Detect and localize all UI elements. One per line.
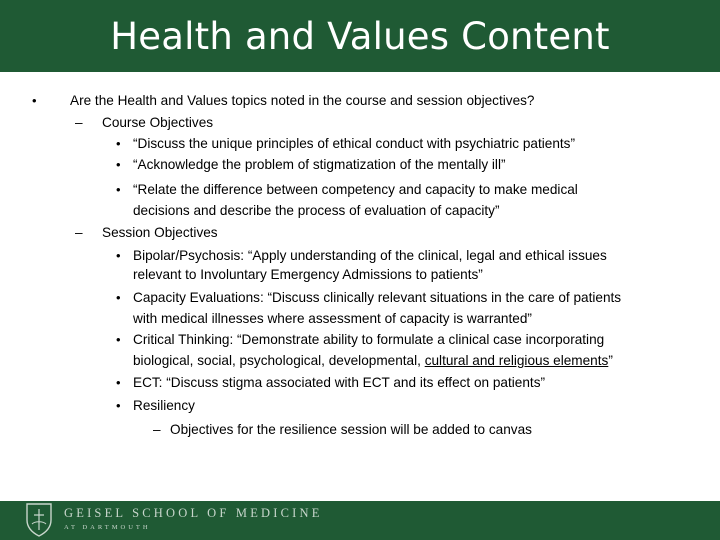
session-objective-continuation (133, 351, 613, 371)
continuation-text: biological, social, psychological, developmental, (133, 353, 425, 368)
underlined-phrase: cultural and religious elements (424, 353, 609, 368)
course-objective-item: “Acknowledge the problem of stigmatization of the mentally ill” (133, 157, 506, 172)
question-text: Are the Health and Values topics noted in the course and session objectives? (70, 93, 535, 108)
closing-quote: ” (608, 353, 613, 368)
session-objective-item: ECT: “Discuss stigma associated with ECT and its effect on patients” (133, 375, 546, 390)
bullet-marker: • (116, 290, 121, 305)
bullet-marker: • (116, 375, 121, 390)
school-name: GEISEL SCHOOL OF MEDICINE (64, 506, 323, 520)
session-objective-item: Critical Thinking: “Demonstrate ability to formulate a clinical case incorporating (133, 332, 605, 347)
session-objective-continuation: with medical illnesses where assessment of capacity is warranted” (133, 311, 532, 326)
school-subtitle: AT DARTMOUTH (64, 524, 151, 531)
bullet-marker: • (116, 182, 121, 197)
course-objective-item-continuation: decisions and describe the process of evaluation of capacity” (133, 203, 500, 218)
dash-marker: – (75, 225, 83, 240)
session-objective-item: Capacity Evaluations: “Discuss clinically relevant situations in the care of patients (133, 290, 622, 305)
bullet-marker: • (116, 136, 121, 151)
bullet-marker: • (32, 93, 37, 108)
session-objective-item: Resiliency (133, 398, 195, 413)
session-objective-continuation: relevant to Involuntary Emergency Admissions to patients” (133, 267, 483, 282)
footer-bar (0, 501, 720, 540)
session-objective-item: Bipolar/Psychosis: “Apply understanding of the clinical, legal and ethical issues (133, 248, 607, 263)
bullet-marker: • (116, 332, 121, 347)
bullet-marker: • (116, 398, 121, 413)
dash-marker: – (153, 422, 161, 437)
course-objective-item: “Relate the difference between competency and capacity to make medical (133, 182, 578, 197)
resiliency-note: Objectives for the resilience session will be added to canvas (170, 422, 532, 437)
bullet-marker: • (116, 157, 121, 172)
dash-marker: – (75, 115, 83, 130)
bullet-marker: • (116, 248, 121, 263)
session-objectives-heading: Session Objectives (102, 225, 218, 240)
shield-logo-icon (26, 503, 52, 537)
course-objectives-heading: Course Objectives (102, 115, 214, 130)
slide-title: Health and Values Content (110, 14, 610, 58)
course-objective-item: “Discuss the unique principles of ethical conduct with psychiatric patients” (133, 136, 576, 151)
